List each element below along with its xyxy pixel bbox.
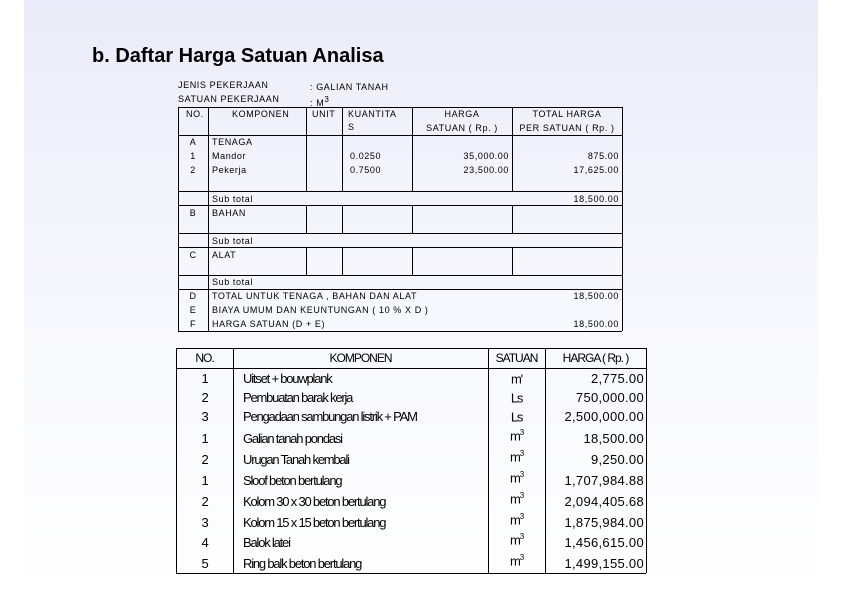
col-unit-a [342, 107, 343, 191]
labor-row-total: 875.00 [587, 151, 619, 161]
price-row-harga: 750,000.00 [575, 390, 644, 405]
labor-row-total: 17,625.00 [573, 165, 619, 175]
section-a-label: TENAGA [212, 137, 253, 147]
price-row-harga: 2,094,405.68 [564, 494, 644, 509]
labor-row-kuantitas: 0.0250 [350, 151, 382, 161]
satuan-pekerjaan-value: : $M^3$ [310, 95, 330, 108]
price-row-komponen: Pengadaan sambungan listrik + PAM [243, 409, 417, 424]
price-row-harga: 1,456,615.00 [564, 535, 644, 550]
col-right [622, 107, 623, 331]
price-header-harga: HARGA ( Rp. ) [562, 351, 629, 365]
price-row-satuan: $m^3$ [510, 491, 523, 507]
labor-row-komponen: Mandor [212, 151, 247, 161]
price-col-no [233, 348, 234, 573]
subtotal-c-label: Sub total [212, 277, 253, 287]
price-row-komponen: Sloof beton bertulang [243, 473, 342, 488]
section-a-code: A [189, 137, 197, 147]
price-rule-header [176, 368, 646, 369]
rule-subtotal-b [178, 247, 622, 248]
col-kuant-c [412, 247, 413, 275]
price-row-no: 1 [201, 371, 208, 386]
rule-a [178, 191, 622, 192]
price-header-satuan: SATUAN [495, 351, 538, 365]
labor-row-komponen: Pekerja [212, 165, 247, 175]
price-row-komponen: Pembuatan barak kerja [243, 390, 353, 405]
slide-background [24, 0, 818, 595]
header-no: NO. [186, 109, 204, 119]
price-row-no: 2 [201, 390, 208, 405]
labor-row-kuantitas: 0.7500 [350, 165, 382, 175]
price-row-satuan: m' [511, 371, 522, 387]
header-total: TOTAL HARGA [532, 109, 602, 119]
header-kuantitas-cont: S [348, 122, 355, 132]
price-row-komponen: Uitset + bouwplank [243, 371, 332, 386]
price-rule-top [176, 348, 646, 349]
price-row-komponen: Urugan Tanah kembali [243, 452, 349, 467]
price-row-harga: 2,500,000.00 [564, 409, 644, 424]
subtotal-b-label: Sub total [212, 236, 253, 246]
price-row-komponen: Kolom 30 x 30 beton bertulang [243, 494, 386, 509]
rule-header [178, 135, 622, 136]
price-row-satuan: Ls [510, 409, 523, 425]
subtotal-a-label: Sub total [212, 194, 253, 204]
price-row-satuan: $m^3$ [510, 470, 523, 486]
price-row-no: 1 [201, 473, 208, 488]
price-row-no: 2 [201, 494, 208, 509]
price-row-harga: 1,499,155.00 [564, 556, 644, 571]
subtotal-a-value: 18,500.00 [573, 194, 619, 204]
price-row-komponen: Ring balk beton bertulang [243, 556, 362, 571]
price-row-no: 4 [201, 535, 208, 550]
col-no [208, 107, 209, 331]
summary-label: HARGA SATUAN (D + E) [212, 319, 326, 329]
section-c-code: C [189, 250, 197, 260]
summary-label: TOTAL UNTUK TENAGA , BAHAN DAN ALAT [212, 291, 418, 301]
header-unit: UNIT [312, 109, 336, 119]
col-komp-a [306, 107, 307, 191]
rule-c [178, 275, 622, 276]
satuan-pekerjaan-label: SATUAN PEKERJAAN [178, 94, 280, 104]
col-kuant-a [412, 107, 413, 191]
col-unit-c [342, 247, 343, 275]
price-header-no: NO. [195, 351, 214, 365]
price-row-komponen: Balok latei [243, 535, 290, 550]
price-row-no: 1 [201, 431, 208, 446]
price-row-harga: 2,775.00 [590, 371, 644, 386]
section-b-code: B [189, 208, 197, 218]
price-row-satuan: $m^3$ [510, 449, 523, 465]
price-row-harga: 9,250.00 [590, 452, 644, 467]
section-c-label: ALAT [212, 250, 237, 260]
header-komponen: KOMPONEN [232, 109, 290, 119]
price-row-satuan: $m^3$ [510, 512, 523, 528]
header-total-cont: PER SATUAN ( Rp. ) [519, 123, 615, 133]
price-row-harga: 18,500.00 [583, 431, 644, 446]
col-harga-b [512, 205, 513, 233]
labor-row-harga: 35,000.00 [463, 151, 509, 161]
col-komp-b [306, 205, 307, 233]
page-title: b. Daftar Harga Satuan Analisa [92, 45, 384, 67]
price-row-harga: 1,875,984.00 [564, 515, 644, 530]
price-row-no: 3 [201, 409, 208, 424]
rule-b [178, 233, 622, 234]
price-rule-bottom [176, 573, 646, 574]
jenis-pekerjaan-label: JENIS PEKERJAAN [178, 80, 269, 90]
summary-code: F [189, 319, 197, 329]
price-row-satuan: $m^3$ [510, 428, 523, 444]
price-row-harga: 1,707,984.88 [564, 473, 644, 488]
header-harga-cont: SATUAN ( Rp. ) [426, 123, 498, 133]
summary-value: 18,500.00 [573, 319, 619, 329]
summary-label: BIAYA UMUM DAN KEUNTUNGAN ( 10 % X D ) [212, 305, 429, 315]
price-row-komponen: Galian tanah pondasi [243, 431, 342, 446]
price-row-komponen: Kolom 15 x 15 beton bertulang [243, 515, 386, 530]
price-row-satuan: Ls [510, 390, 523, 406]
price-row-no: 3 [201, 515, 208, 530]
rule-subtotal-a [178, 205, 622, 206]
price-col-right [646, 348, 647, 573]
col-komp-c [306, 247, 307, 275]
summary-code: D [189, 291, 197, 301]
price-header-komponen: KOMPONEN [329, 351, 392, 365]
summary-value: 18,500.00 [573, 291, 619, 301]
rule-top [178, 107, 622, 108]
col-harga-c [512, 247, 513, 275]
labor-row-no: 2 [190, 165, 196, 175]
price-row-no: 2 [201, 452, 208, 467]
labor-row-harga: 23,500.00 [463, 165, 509, 175]
rule-bottom [178, 331, 622, 332]
col-kuant-b [412, 205, 413, 233]
header-harga: HARGA [444, 109, 480, 119]
summary-code: E [189, 305, 197, 315]
col-harga-a [512, 107, 513, 191]
labor-row-no: 1 [190, 151, 196, 161]
section-b-label: BAHAN [212, 208, 247, 218]
rule-subtotal-c [178, 289, 622, 290]
price-row-no: 5 [201, 556, 208, 571]
jenis-pekerjaan-value: : GALIAN TANAH [310, 82, 389, 92]
header-kuantitas: KUANTITA [348, 109, 397, 119]
price-row-satuan: $m^3$ [510, 553, 523, 569]
price-row-satuan: $m^3$ [510, 532, 523, 548]
col-unit-b [342, 205, 343, 233]
